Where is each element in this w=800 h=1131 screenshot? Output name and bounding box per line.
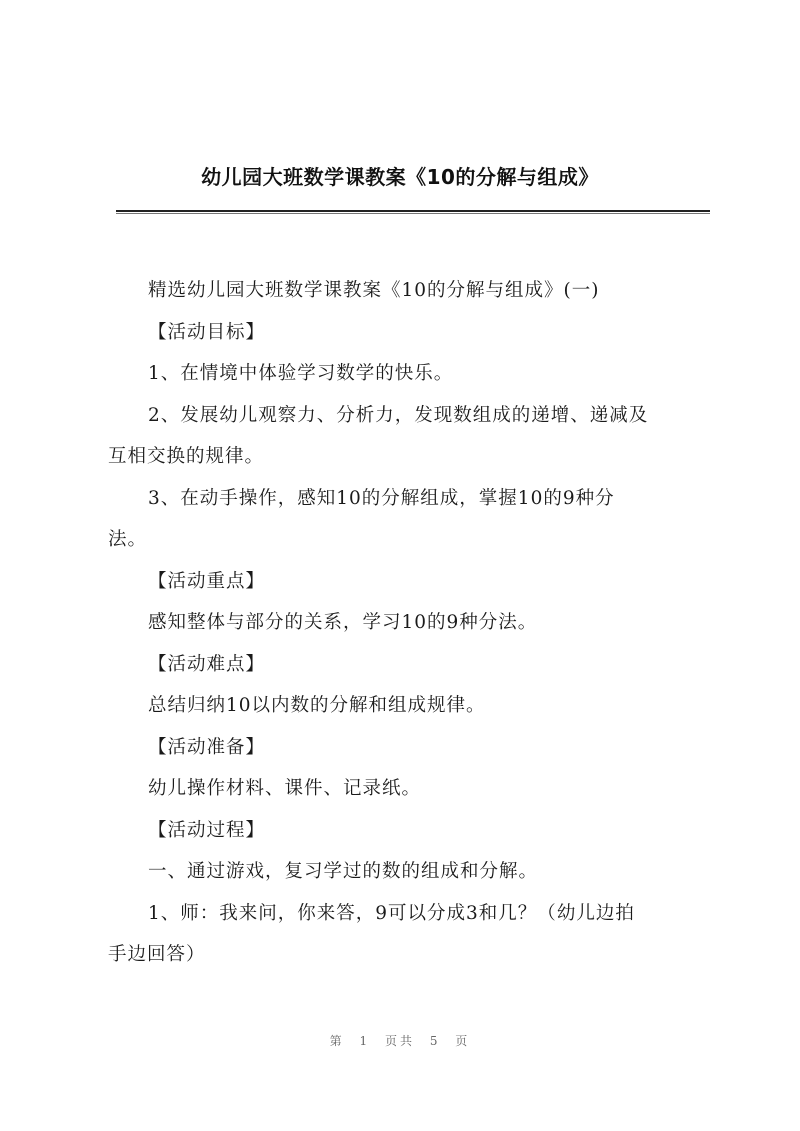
paragraph: 感知整体与部分的关系，学习10的9种分法。 <box>148 612 538 633</box>
paragraph: 【活动难点】 <box>148 653 266 675</box>
page-footer <box>0 1032 800 1049</box>
paragraph: 【活动过程】 <box>148 819 266 841</box>
title-divider <box>116 210 710 214</box>
paragraph: 互相交换的规律。 <box>108 446 265 467</box>
footer-total-pages: 5 <box>429 1034 441 1048</box>
footer-prefix: 第 <box>329 1034 345 1048</box>
paragraph: 【活动目标】 <box>148 321 266 343</box>
paragraph: 精选幼儿园大班数学课教案《10的分解与组成》(一) <box>148 280 600 301</box>
paragraph: 1、在情境中体验学习数学的快乐。 <box>148 363 454 384</box>
footer-suffix: 页 <box>455 1034 471 1048</box>
paragraph: 总结归纳10以内数的分解和组成规律。 <box>148 695 486 716</box>
paragraph: 法。 <box>108 529 148 550</box>
footer-middle: 页共 <box>384 1034 415 1048</box>
paragraph: 3、在动手操作，感知10的分解组成，掌握10的9种分 <box>148 487 615 509</box>
paragraph: 【活动准备】 <box>148 736 266 758</box>
document-body <box>108 270 708 976</box>
paragraph: 【活动重点】 <box>148 570 266 592</box>
paragraph: 幼儿操作材料、课件、记录纸。 <box>148 778 422 799</box>
footer-page-number: 1 <box>359 1034 371 1048</box>
paragraph: 2、发展幼儿观察力、分析力，发现数组成的递增、递减及 <box>148 404 649 426</box>
paragraph: 手边回答） <box>108 944 206 965</box>
paragraph: 1、师：我来问，你来答，9可以分成3和几？（幼儿边拍 <box>148 902 635 924</box>
document-title: 幼儿园大班数学课教案《10的分解与组成》 <box>201 165 599 189</box>
paragraph: 一、通过游戏，复习学过的数的组成和分解。 <box>148 861 539 882</box>
